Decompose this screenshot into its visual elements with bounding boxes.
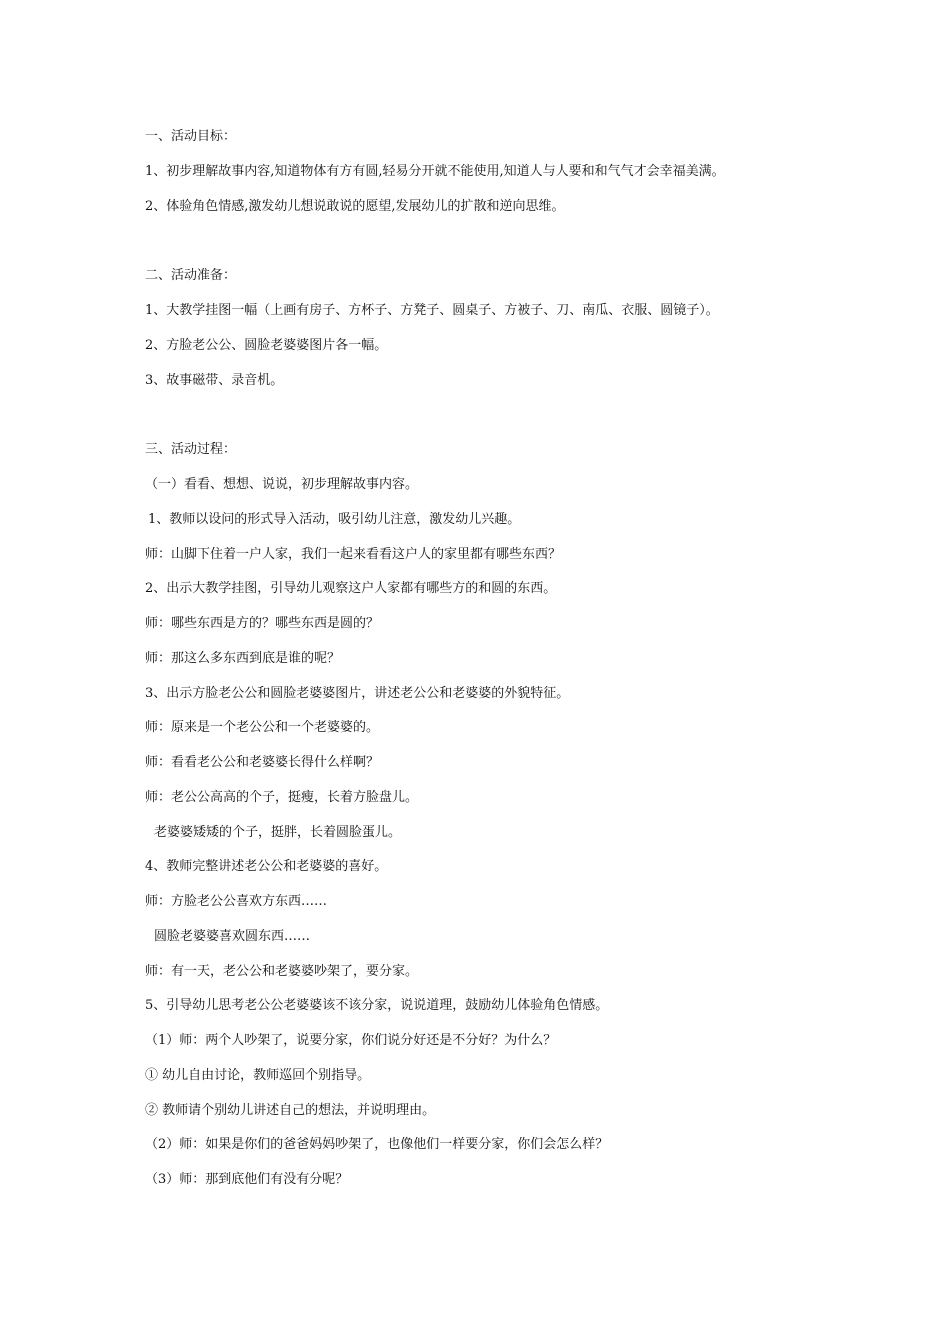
section-heading-process: 三、活动过程：: [145, 442, 237, 457]
process-line: 师：那这么多东西到底是谁的呢？: [145, 651, 341, 666]
process-line: 4、教师完整讲述老公公和老婆婆的喜好。: [145, 859, 388, 874]
process-line: 1、教师以设问的形式导入活动，吸引幼儿注意，激发幼儿兴趣。: [148, 512, 521, 527]
process-line: 师：原来是一个老公公和一个老婆婆的。: [145, 720, 380, 735]
process-line: 师：哪些东西是方的？哪些东西是圆的？: [145, 616, 380, 631]
prep-item-3: 3、故事磁带、录音机。: [145, 373, 284, 388]
process-line: （一）看看、想想、说说，初步理解故事内容。: [145, 477, 419, 492]
goal-item-2: 2、体验角色情感,激发幼儿想说敢说的愿望,发展幼儿的扩散和逆向思维。: [145, 199, 565, 214]
section-heading-prep: 二、活动准备：: [145, 268, 237, 283]
process-line: ① 幼儿自由讨论，教师巡回个别指导。: [145, 1068, 371, 1083]
goal-item-1: 1、初步理解故事内容,知道物体有方有圆,轻易分开就不能使用,知道人与人要和和气气才会幸福美满。: [145, 164, 725, 179]
section-heading-goals: 一、活动目标：: [145, 129, 237, 144]
process-line: 5、引导幼儿思考老公公老婆婆该不该分家，说说道理，鼓励幼儿体验角色情感。: [145, 998, 609, 1013]
process-line: 师：山脚下住着一户人家，我们一起来看看这户人的家里都有哪些东西？: [145, 547, 562, 562]
process-line: 师：看看老公公和老婆婆长得什么样啊？: [145, 755, 380, 770]
process-line: 师：有一天，老公公和老婆婆吵架了，要分家。: [145, 964, 419, 979]
process-line: 老婆婆矮矮的个子，挺胖，长着圆脸蛋儿。: [154, 825, 402, 840]
process-line: ② 教师请个别幼儿讲述自己的想法，并说明理由。: [145, 1103, 436, 1118]
process-line: 师：老公公高高的个子，挺瘦，长着方脸盘儿。: [145, 790, 419, 805]
process-line: 师：方脸老公公喜欢方东西……: [145, 894, 328, 909]
process-line: （3）师：那到底他们有没有分呢？: [145, 1172, 349, 1187]
prep-item-2: 2、方脸老公公、圆脸老婆婆图片各一幅。: [145, 338, 388, 353]
prep-item-1: 1、大教学挂图一幅（上画有房子、方杯子、方凳子、圆桌子、方被子、刀、南瓜、衣服、圆镜子）。: [145, 303, 719, 318]
process-line: 3、出示方脸老公公和圆脸老婆婆图片，讲述老公公和老婆婆的外貌特征。: [145, 686, 570, 701]
process-line: 圆脸老婆婆喜欢圆东西……: [154, 929, 311, 944]
process-line: （2）师：如果是你们的爸爸妈妈吵架了，也像他们一样要分家，你们会怎么样？: [145, 1137, 609, 1152]
process-line: 2、出示大教学挂图，引导幼儿观察这户人家都有哪些方的和圆的东西。: [145, 581, 557, 596]
process-line: （1）师：两个人吵架了，说要分家，你们说分好还是不分好？为什么？: [145, 1033, 557, 1048]
